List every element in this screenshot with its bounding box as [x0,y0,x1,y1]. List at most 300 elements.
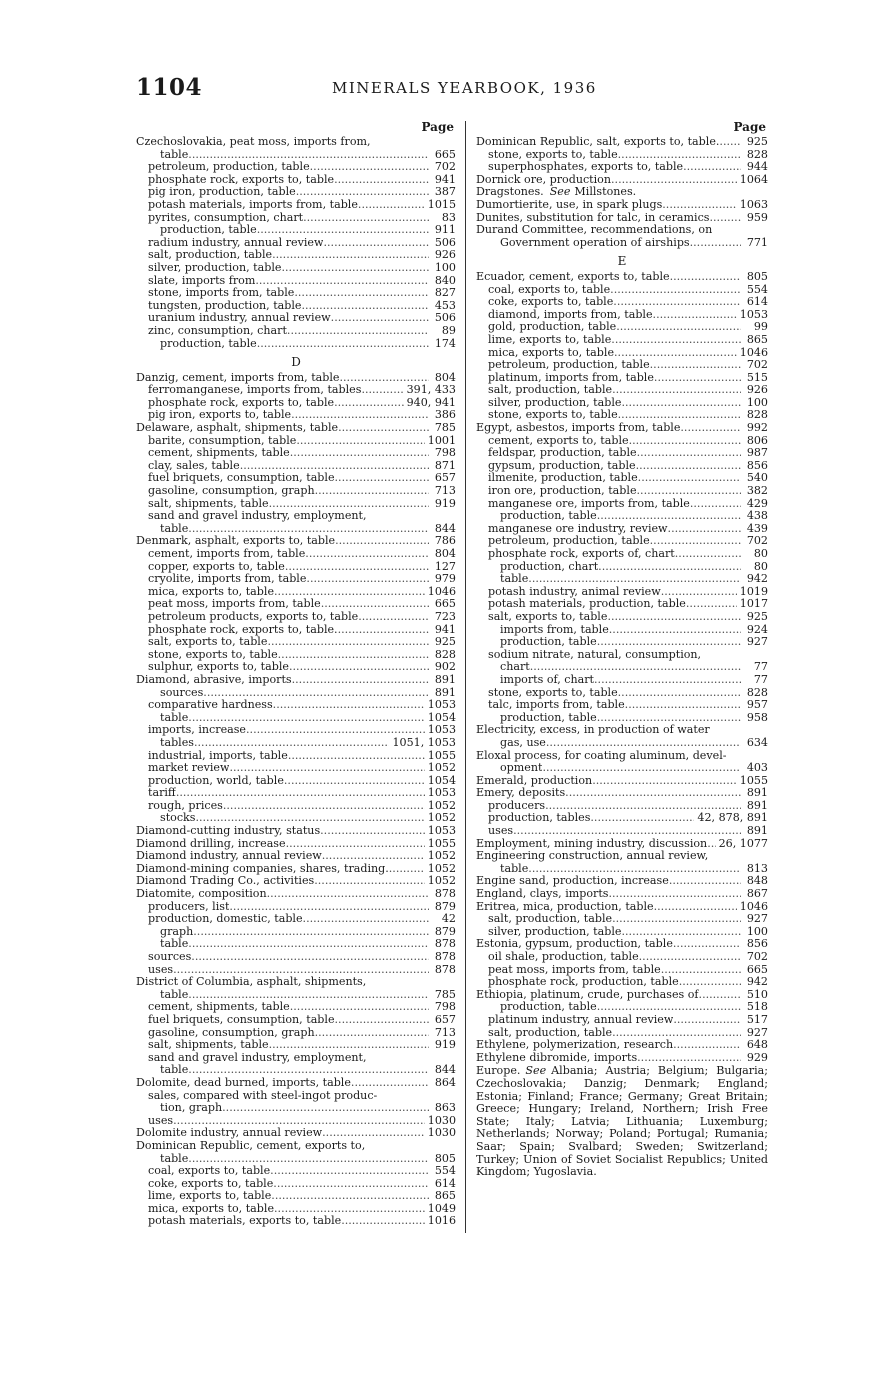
page-reference: 386 [434,408,456,422]
page-reference: 1052 [427,811,456,825]
leader-dots [286,838,425,851]
page-reference: 911 [434,223,456,237]
index-entry [136,485,456,498]
index-entry [136,1027,456,1040]
entry-text: Diamond drilling, increase [136,837,286,850]
page-reference: 798 [434,1000,456,1014]
page-reference: 840 [434,273,456,287]
entry-text: phosphate rock, exports of, chart [488,548,675,560]
index-entry [136,409,456,422]
leader-dots [278,649,429,662]
index-entry [476,775,768,788]
leader-dots [338,624,429,637]
page-reference: 1016 [427,1214,456,1228]
page-reference: 1046 [427,584,456,598]
index-entry [136,951,456,964]
entry-text: slate, imports from [148,274,256,287]
page-reference: 1052 [427,798,456,812]
index-entry [476,762,768,775]
index-entry [476,174,768,187]
index-entry [476,586,768,599]
page-reference: 1030 [427,1126,456,1140]
index-entry [476,422,768,435]
leader-dots [273,699,425,712]
page-reference: 1001 [427,433,456,447]
leader-dots [303,913,429,926]
page-reference: 1017 [739,597,768,611]
entry-text: rough, prices [148,799,223,812]
page-reference: 957 [746,698,768,712]
entry-text: Dornick ore, production [476,173,612,186]
page-reference: 42, 878, 891 [697,811,768,825]
page-reference: 919 [434,1038,456,1052]
page-reference: 657 [434,1012,456,1026]
page-reference: 439 [746,521,768,535]
index-entry [136,262,456,275]
page-reference: 77 [753,660,768,674]
entry-text: phosphate rock, exports to, table [148,396,335,409]
page-reference: 382 [746,484,768,498]
leader-dots [611,174,737,187]
page-reference: 806 [746,433,768,447]
leader-dots [269,1039,429,1052]
index-entry [476,321,768,334]
page-reference: 506 [434,311,456,325]
page-reference: 926 [434,248,456,262]
page-reference: 804 [434,370,456,384]
entry-text: Eloxal process, for coating aluminum, devel- [476,749,727,762]
page-header [136,74,776,104]
entry-text: imports from, table [500,623,609,636]
page-reference: 99 [753,320,768,334]
index-entry [136,384,456,397]
leader-dots [310,161,429,174]
page-reference: 1019 [739,584,768,598]
index-entry [136,1153,456,1166]
page-reference: 940, 941 [406,395,456,409]
entry-text: Diamond-mining companies, shares, trading. [136,862,389,875]
page-reference: 80 [753,559,768,573]
entry-text: stone, exports to, table [148,648,278,661]
entry-text: superphosphates, exports to, table [488,161,684,174]
page-reference: 856 [746,458,768,472]
page-reference: 648 [746,1038,768,1052]
see-target: Millstones. [574,186,637,199]
index-entry-europe [476,1065,768,1178]
page-reference: 987 [746,446,768,460]
entry-text: phosphate rock, exports to, table. [148,623,338,636]
page-reference: 942 [746,975,768,989]
index-entry [476,636,768,649]
leader-dots [176,787,425,800]
page-reference: 1052 [427,861,456,875]
leader-dots [614,347,737,360]
leader-dots [270,1165,429,1178]
index-entry [136,687,456,700]
entry-text: production, table [500,1001,597,1014]
entry-text: petroleum, production, table [488,359,650,372]
entry-text: Diamond Trading Co., activities [136,875,315,888]
index-entry [136,548,456,561]
index-entry [136,561,456,574]
page-reference: 438 [746,509,768,523]
entry-text: Durand Committee, recommendations, on [476,224,713,237]
leader-dots [188,1153,429,1166]
entry-text: production, table [160,337,257,350]
entry-text: stocks [160,812,196,825]
entry-text: opment [500,762,543,775]
entry-text: table [500,573,529,586]
entry-text: Danzig, cement, imports from, table [136,371,340,384]
index-entry [136,1115,456,1128]
index-entry [476,199,768,212]
entry-text: table [160,1064,189,1077]
page-reference: 387 [434,185,456,199]
page-reference: 927 [746,635,768,649]
entry-text: phosphate rock, exports to, table [148,173,335,186]
entry-text: salt, production, table [488,1026,613,1039]
page-reference: 863 [434,1101,456,1115]
entry-text: salt, exports to, table [148,636,268,649]
leader-dots [592,775,737,788]
page-reference: 864 [434,1075,456,1089]
index-entry [476,359,768,372]
index-entry [136,325,456,338]
index-entry [136,1014,456,1027]
leader-dots [188,938,429,951]
index-entry [476,724,768,737]
page-reference: 77 [753,672,768,686]
leader-dots [528,573,741,586]
index-entry [136,338,456,351]
index-entry [136,624,456,637]
entry-text: sources [148,951,192,963]
entry-text: clay, sales, table [148,459,240,472]
index-entry [476,964,768,977]
page-reference: 1030 [427,1113,456,1127]
page-reference: 878 [434,962,456,976]
index-entry [136,787,456,800]
leader-dots [613,296,741,309]
index-entry [136,186,456,199]
entry-text: potash materials, exports to, table [148,1215,342,1228]
index-entry [136,447,456,460]
entry-text: Emerald, production [476,774,593,787]
entry-text: phosphate rock, production, table [488,976,679,989]
leader-dots [274,1203,425,1216]
index-entry [476,598,768,611]
leader-dots [322,1127,425,1140]
entry-text: coke, exports to, table [488,296,614,309]
entry-text: radium industry, annual review [148,236,324,249]
leader-dots [675,548,741,561]
page-reference: 517 [746,1012,768,1026]
entry-text: petroleum, production, table [488,535,650,548]
leader-dots [621,397,741,410]
index-entry [136,573,456,586]
index-entry [136,812,456,825]
page-reference: 844 [434,521,456,535]
index-entry [476,460,768,473]
index-entry [476,347,768,360]
index-entry [476,825,768,838]
entry-text: silver, production, table [488,925,622,938]
page-reference: 657 [434,471,456,485]
index-entry [136,875,456,888]
entry-text: production, table [500,711,597,724]
entry-text: Electricity, excess, in production of water [476,724,710,737]
leader-dots [335,472,429,485]
entry-text: salt, production, table [488,913,613,926]
entry-text: stone, exports to, table [488,409,618,422]
index-entry [476,498,768,511]
leader-dots [188,523,429,536]
page-reference: 518 [746,1000,768,1014]
entry-text: table [160,148,189,161]
index-entry [476,624,768,637]
entry-text: pyrites, consumption, chart [148,211,304,224]
entry-text: producers, list [148,900,230,913]
index-entry [476,787,768,800]
index-entry [476,548,768,561]
entry-text: zinc, consumption, chart [148,324,287,337]
entry-text: salt, production, table [488,384,613,397]
leader-dots [315,485,429,498]
index-entry [476,699,768,712]
leader-dots [542,762,741,775]
entry-text: silver, production, table [148,261,282,274]
index-entry [476,850,768,863]
page-reference: 80 [753,547,768,560]
index-entry [476,750,768,763]
entry-text: Government operation of airships [500,236,690,249]
page-reference: 554 [434,1164,456,1178]
entry-text: sodium nitrate, natural, consumption, [488,648,702,661]
index-entry [136,850,456,863]
page-reference: 771 [746,235,768,249]
page-reference: 26, 1077 [718,836,768,850]
index-entry [136,674,456,687]
leader-dots [269,498,429,511]
page-reference: 1053 [739,307,768,321]
entry-text: Egypt, asbestos, imports from, table [476,422,681,435]
index-entry [136,523,456,536]
entry-text: feldspar, production, table [488,447,637,460]
entry-text: production, tables [488,812,591,825]
leader-dots [690,498,741,511]
index-entry [476,712,768,725]
entry-text: petroleum products, exports to, table [148,610,359,623]
leader-dots [612,913,741,926]
index-entry [136,397,456,410]
entry-text: England, clays, imports [476,888,609,901]
entry-text: production, domestic, table [148,913,303,926]
leader-dots [597,712,741,725]
leader-dots [616,321,741,334]
page-reference: 992 [746,421,768,435]
entry-text: mica, exports to, table [488,346,615,359]
page-reference: 891 [434,685,456,699]
index-entry [136,825,456,838]
leader-dots [597,510,741,523]
leader-dots [618,687,741,700]
entry-text: diamond, imports from, table [488,308,653,321]
index-entry [136,422,456,435]
leader-dots [597,1001,741,1014]
index-column-right [476,121,768,1179]
index-entry [136,712,456,725]
leader-dots [291,409,429,422]
page-reference: 805 [746,269,768,283]
leader-dots [654,372,741,385]
index-entry [476,838,768,851]
page-reference: 944 [746,160,768,174]
page-reference: 614 [746,295,768,309]
leader-dots [173,964,429,977]
page-reference: 1051, 1053 [392,735,456,749]
entry-text: producers [488,799,546,812]
index-entry [136,237,456,250]
index-entry [476,611,768,624]
entry-text: production, table [160,224,257,237]
index-entry [136,1064,456,1077]
page-reference: 865 [434,1189,456,1203]
index-entry [136,699,456,712]
page-reference: 827 [434,286,456,300]
index-entry [136,636,456,649]
leader-dots [611,334,741,347]
entry-text: petroleum, production, table [148,161,310,174]
index-entry [476,1001,768,1014]
index-entry [136,901,456,914]
page-reference: 1054 [427,710,456,724]
leader-dots [287,325,429,338]
index-entry [476,1027,768,1040]
index-entry [136,498,456,511]
entry-text: Europe. [476,1064,521,1078]
entry-text: Dragstones. [476,186,544,199]
page-reference: 1053 [427,786,456,800]
entry-text: Eritrea, mica, production, table [476,900,654,913]
page-reference: 871 [434,458,456,472]
page-reference: 891 [746,786,768,800]
page-reference: 828 [746,147,768,161]
leader-dots [597,636,741,649]
index-entry [476,397,768,410]
entry-text: Denmark, asphalt, exports to, table [136,535,336,548]
entry-text: Estonia, gypsum, production, table [476,938,673,951]
entry-text: Employment, mining industry, discussion [476,837,708,850]
index-entry [136,472,456,485]
leader-dots [662,199,737,212]
page-reference: 429 [746,496,768,510]
leader-dots [194,737,389,750]
entry-text: Dumortierite, use, in spark plugs [476,198,663,211]
entry-text: Emery, deposits [476,787,566,800]
entry-text: sales, compared with steel-ingot produc- [148,1089,378,1102]
index-entry [476,812,768,825]
leader-dots [612,1027,741,1040]
index-entry [136,863,456,876]
entry-text: peat moss, imports from, table [488,963,661,976]
index-entry [476,309,768,322]
index-entry [476,989,768,1002]
index-entry [136,1127,456,1140]
index-entry [136,287,456,300]
page-reference: 554 [746,282,768,296]
page-reference: 702 [746,950,768,963]
page-reference: 403 [746,761,768,775]
leader-dots [625,699,741,712]
leader-dots [679,976,741,989]
page-reference: 785 [434,421,456,435]
leader-dots [289,661,429,674]
entry-text: silver, production, table [488,396,622,409]
leader-dots [334,397,404,410]
page-reference: 828 [746,685,768,699]
leader-dots [686,598,737,611]
page-reference: 844 [434,1063,456,1077]
leader-dots [331,312,429,325]
page-reference: 1052 [427,761,456,775]
entry-text: Engine sand, production, increase [476,875,669,888]
page-reference: 828 [746,408,768,422]
leader-dots [361,384,403,397]
entry-text: oil shale, production, table [488,951,639,963]
leader-dots [618,149,741,162]
index-column-left [136,121,456,1228]
entry-text: pig iron, exports to, table [148,409,292,422]
index-entry [476,510,768,523]
leader-dots [306,573,429,586]
index-entry [136,1102,456,1115]
page-reference: 1055 [739,773,768,787]
leader-dots [301,300,429,313]
leader-dots [188,149,429,162]
entry-text: salt, exports to, table [488,610,608,623]
page-reference: 1053 [427,824,456,838]
leader-dots [669,875,741,888]
leader-dots [272,249,429,262]
entry-text: coke, exports to, table [148,1177,274,1190]
page-reference: 1055 [427,748,456,762]
page-reference: 713 [434,484,456,498]
page-reference: 879 [434,924,456,938]
entry-text: production, world, table [148,774,284,787]
entry-text: sand and gravel industry, employment, [148,1051,367,1064]
index-entry [136,775,456,788]
page-reference: 879 [434,899,456,913]
page-reference: 89 [441,323,456,337]
entry-text: chart [500,661,530,674]
entry-text: District of Columbia, asphalt, shipments, [136,976,367,989]
leader-dots [257,338,429,351]
page-reference: 665 [434,147,456,161]
entry-text: potash industry, animal review [488,585,661,598]
entry-text: cement, shipments, table [148,1001,290,1014]
entry-text: copper, exports to, table [148,560,285,573]
entry-text: Ethiopia, platinum, crude, purchases of [476,988,699,1001]
entry-text: Diamond industry, annual review [136,850,322,863]
page-reference: 391, 433 [406,383,456,397]
index-entry [136,1190,456,1203]
entry-text: manganese ore, imports from, table [488,497,690,510]
entry-text: Engineering construction, annual review, [476,850,709,863]
leader-dots [609,888,742,901]
index-entry [136,611,456,624]
entry-text: imports of, chart [500,673,595,686]
index-entry [136,598,456,611]
